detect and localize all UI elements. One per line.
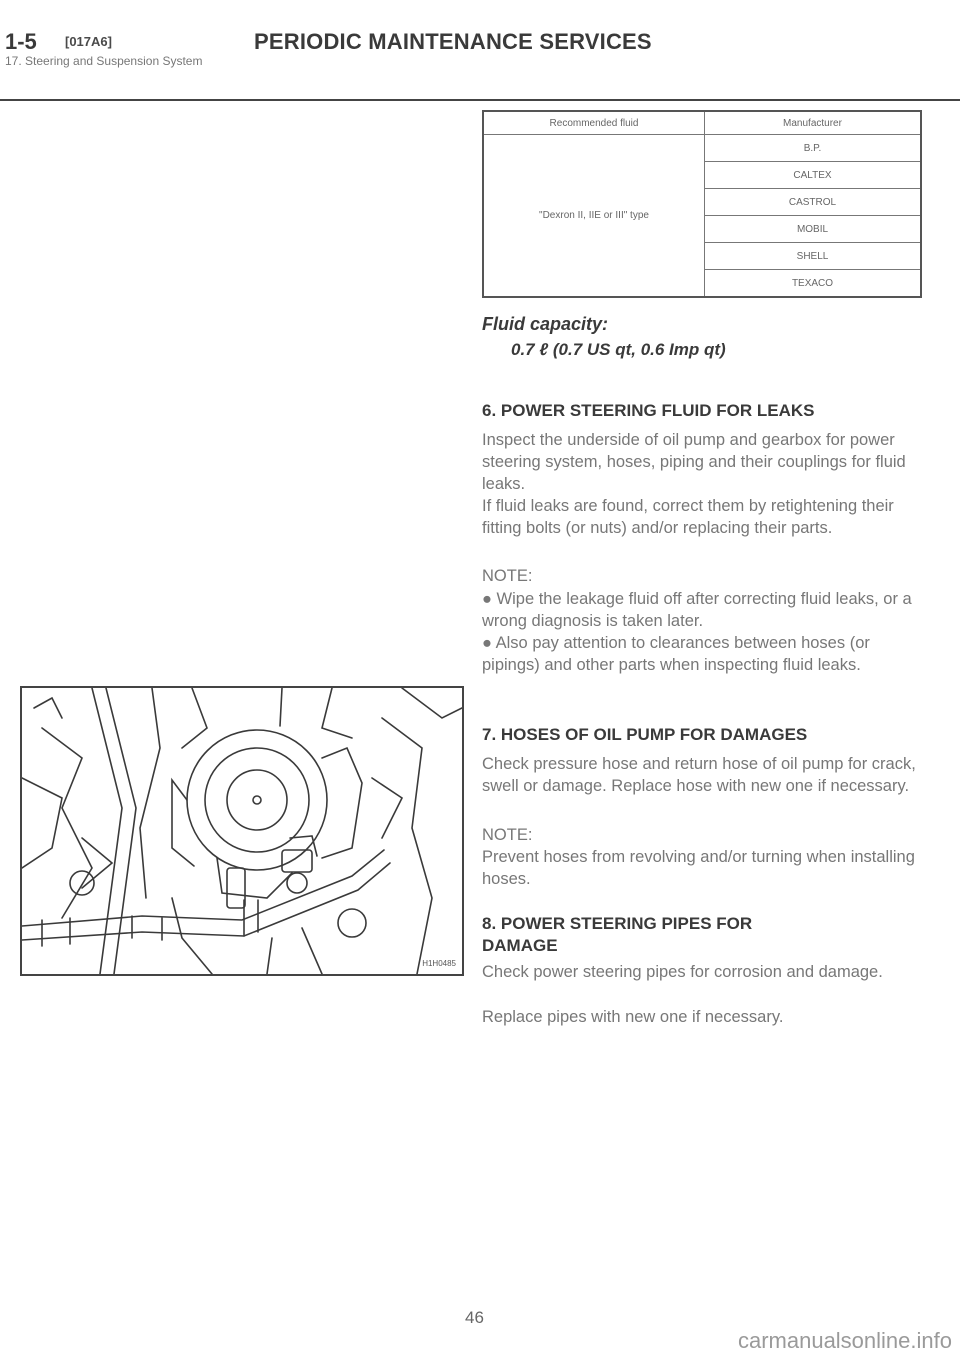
section-8-paragraph: Replace pipes with new one if necessary.	[482, 1008, 784, 1026]
section-8-heading: 8. POWER STEERING PIPES FOR	[482, 914, 753, 933]
note-item: Prevent hoses from revolving and/or turning when installing hoses.	[482, 848, 915, 888]
header-rule	[0, 99, 960, 101]
manufacturer-cell: MOBIL	[705, 216, 922, 243]
note-label: NOTE:	[482, 826, 533, 844]
fluid-capacity-value: 0.7 ℓ (0.7 US qt, 0.6 Imp qt)	[511, 340, 726, 359]
section-code: [017A6]	[65, 34, 112, 49]
section-7-paragraph: Check pressure hose and return hose of oil pump for crack, swell or damage. Replace hose with new one if necessary.	[482, 755, 916, 795]
section-6-heading: 6. POWER STEERING FLUID FOR LEAKS	[482, 401, 815, 420]
section-8-heading-cont: DAMAGE	[482, 936, 558, 955]
watermark: carmanualsonline.info	[737, 1328, 952, 1353]
engine-drawing	[22, 688, 462, 974]
page-subtitle: 17. Steering and Suspension System	[5, 54, 203, 68]
note-item: ● Wipe the leakage fluid off after correcting fluid leaks, or a wrong diagnosis is taken later.	[482, 590, 912, 630]
page-title: PERIODIC MAINTENANCE SERVICES	[254, 29, 652, 54]
section-6-paragraph: Inspect the underside of oil pump and gearbox for power steering system, hoses, piping and their couplings for fluid leaks.	[482, 431, 906, 493]
oil-pump-illustration	[20, 686, 464, 976]
table-header-fluid: Recommended fluid	[483, 111, 705, 135]
manufacturer-cell: CALTEX	[705, 162, 922, 189]
note-item: ● Also pay attention to clearances between hoses (or pipings) and other parts when inspecting fluid leaks.	[482, 634, 870, 674]
figure-id: H1H0485	[422, 959, 456, 968]
note-label: NOTE:	[482, 567, 533, 585]
section-6-paragraph: If fluid leaks are found, correct them by retightening their fitting bolts (or nuts) and/or replacing their parts.	[482, 497, 894, 537]
fluid-type-cell: "Dexron II, IIE or III" type	[483, 135, 705, 298]
section-7-heading: 7. HOSES OF OIL PUMP FOR DAMAGES	[482, 725, 808, 744]
page-number: 46	[465, 1308, 484, 1327]
section-number: 1-5	[5, 29, 37, 54]
manufacturer-cell: B.P.	[705, 135, 922, 162]
table-header-manufacturer: Manufacturer	[705, 111, 922, 135]
page-header	[0, 26, 960, 78]
manufacturer-cell: SHELL	[705, 243, 922, 270]
recommended-fluid-table	[482, 110, 922, 298]
section-8-paragraph: Check power steering pipes for corrosion and damage.	[482, 963, 883, 981]
manufacturer-cell: TEXACO	[705, 270, 922, 298]
manufacturer-cell: CASTROL	[705, 189, 922, 216]
fluid-capacity-label: Fluid capacity:	[482, 314, 609, 334]
